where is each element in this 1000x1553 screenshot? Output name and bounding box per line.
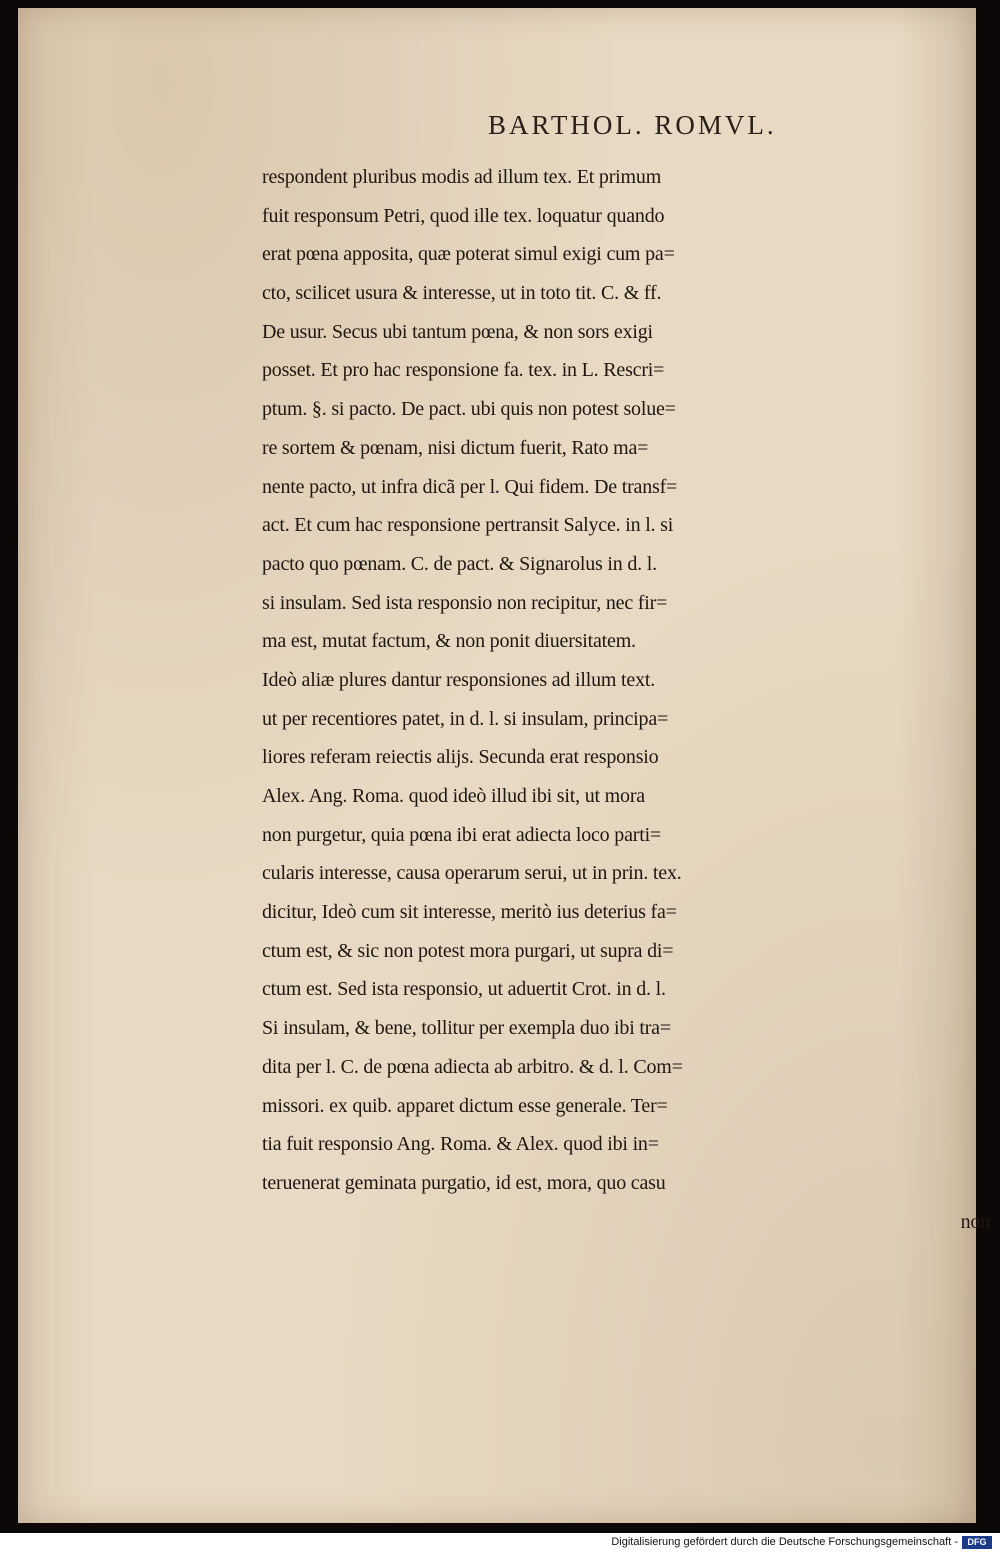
text-line: ut per recentiores patet, in d. l. si insulam, principa=: [262, 707, 669, 730]
text-line: teruenerat geminata purgatio, id est, mora, quo casu: [262, 1171, 666, 1194]
text-line: non purgetur, quia pœna ibi erat adiecta loco parti=: [262, 823, 662, 846]
text-line: respondent pluribus modis ad illum tex. Et primum: [262, 166, 662, 188]
text-line: pacto quo pœnam. C. de pact. & Signarolus in d. l.: [262, 552, 657, 575]
text-line: si insulam. Sed ista responsio non recipitur, nec fir=: [262, 591, 668, 614]
text-line: re sortem & pœnam, nisi dictum fuerit, Rato ma=: [262, 436, 649, 459]
text-line: tia fuit responsio Ang. Roma. & Alex. quod ibi in=: [262, 1133, 659, 1156]
catchword: non: [960, 1210, 990, 1233]
text-line: liores referam reiectis alijs. Secunda erat responsio: [262, 746, 659, 769]
body-text: [262, 158, 1000, 1241]
book-page: [18, 8, 990, 1523]
text-line: nente pacto, ut infra dicã per l. Qui fidem. De transf=: [262, 475, 678, 498]
dfg-logo-icon: DFG: [962, 1536, 992, 1549]
text-line: De usur. Secus ubi tantum pœna, & non sors exigi: [262, 320, 653, 343]
running-head: BARTHOL. ROMVL.: [488, 110, 777, 140]
text-line: dicitur, Ideò cum sit interesse, meritò ius deterius fa=: [262, 901, 677, 924]
text-line: ctum est, & sic non potest mora purgari, ut supra di=: [262, 939, 674, 962]
text-line: ctum est. Sed ista responsio, ut aduertit Crot. in d. l.: [262, 978, 666, 1001]
text-line: dita per l. C. de pœna adiecta ab arbitro. & d. l. Com=: [262, 1055, 683, 1078]
text-line: missori. ex quib. apparet dictum esse generale. Ter=: [262, 1094, 668, 1117]
footer-bar: [0, 1533, 1000, 1553]
text-line: Alex. Ang. Roma. quod ideò illud ibi sit, ut mora: [262, 785, 645, 807]
text-line: Si insulam, & bene, tollitur per exempla duo ibi tra=: [262, 1017, 671, 1040]
text-line: cto, scilicet usura & interesse, ut in toto tit. C. & ff.: [262, 282, 662, 305]
text-line: posset. Et pro hac responsione fa. tex. in L. Rescri=: [262, 359, 665, 382]
text-line: ma est, mutat factum, & non ponit diuersitatem.: [262, 630, 636, 653]
text-line: fuit responsum Petri, quod ille tex. loquatur quando: [262, 204, 665, 227]
text-line: erat pœna apposita, quæ poterat simul exigi cum pa=: [262, 243, 675, 266]
text-line: Ideò aliæ plures dantur responsiones ad illum text.: [262, 668, 656, 691]
text-line: cularis interesse, causa operarum serui, ut in prin. tex.: [262, 862, 682, 885]
text-line: act. Et cum hac responsione pertransit Salyce. in l. si: [262, 514, 674, 537]
text-line: ptum. §. si pacto. De pact. ubi quis non potest solue=: [262, 398, 676, 421]
funding-credit: Digitalisierung gefördert durch die Deutsche Forschungsgemeinschaft -: [611, 1536, 958, 1548]
